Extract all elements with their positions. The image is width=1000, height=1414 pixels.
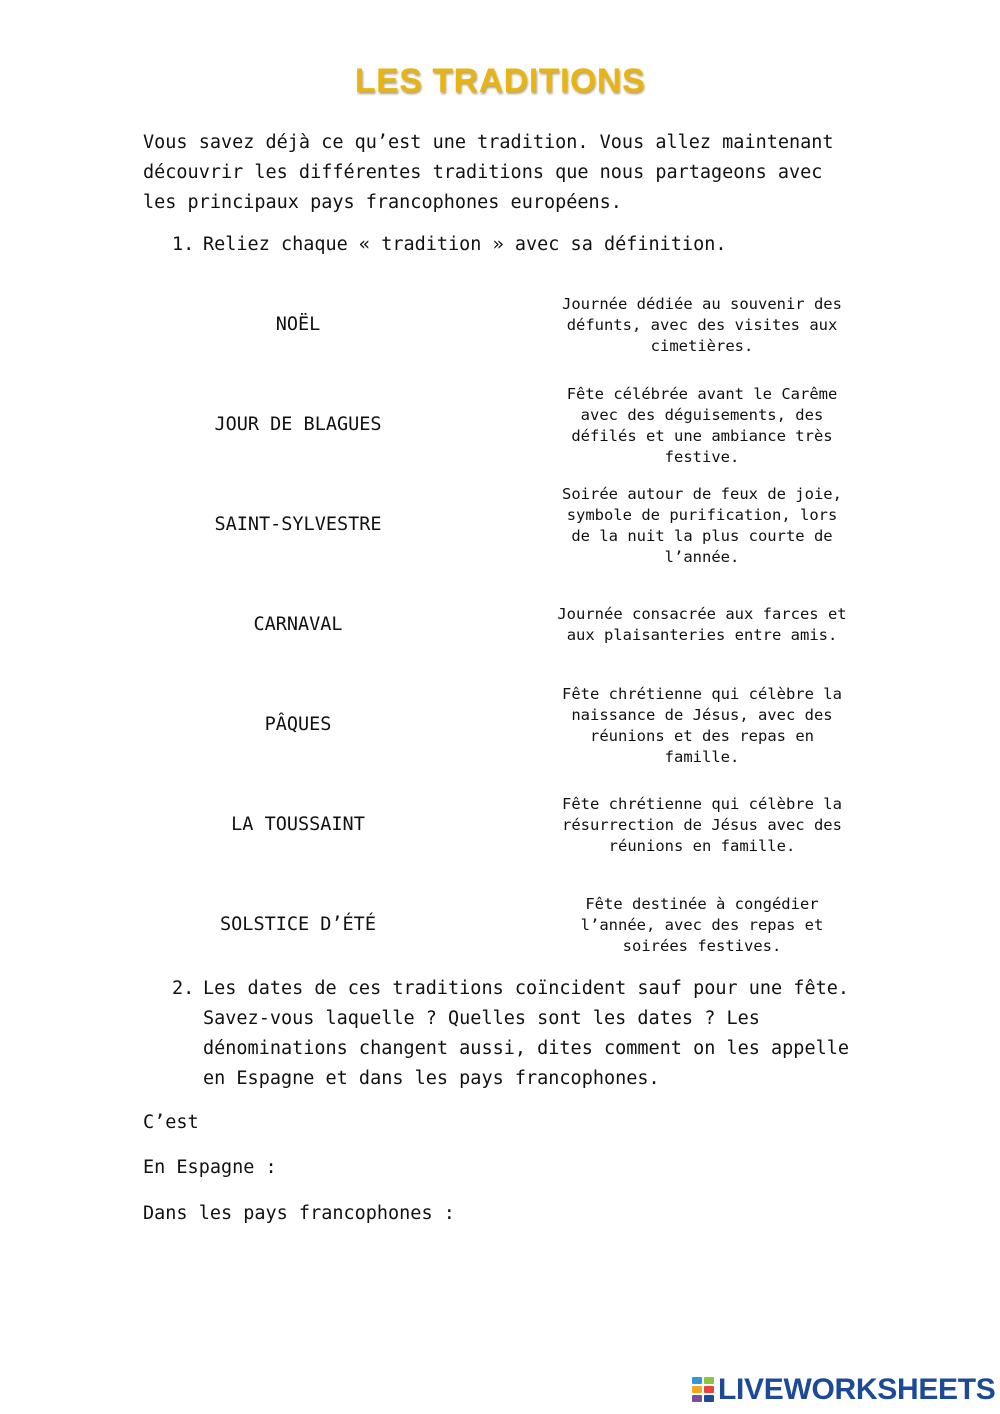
term-item[interactable]: NOËL — [275, 314, 321, 335]
term-item[interactable]: JOUR DE BLAGUES — [214, 414, 382, 435]
term-item[interactable]: LA TOUSSAINT — [231, 814, 365, 835]
answer-line-3: Dans les pays francophones : — [143, 1203, 455, 1224]
question-1 — [172, 230, 862, 260]
question-2-text: Les dates de ces traditions coïncident sauf pour une fête. Savez-vous laquelle ? Quelles sont les dates ? Les dénominations changent aussi, dites comment on les appelle en Espagne et dans les pays francophones. — [203, 978, 850, 1089]
definition-item[interactable]: Fête chrétienne qui célèbre la résurrection de Jésus avec des réunions en famille. — [562, 795, 842, 855]
liveworksheets-logo — [692, 1373, 996, 1407]
term-item[interactable]: SAINT-SYLVESTRE — [214, 514, 382, 535]
definition-item[interactable]: Fête destinée à congédier l’année, avec des repas et soirées festives. — [580, 895, 824, 955]
liveworksheets-logo-text: LIVEWORKSHEETS — [718, 1373, 996, 1406]
question-1-text: Reliez chaque « tradition » avec sa définition. — [203, 234, 727, 255]
intro-paragraph: Vous savez déjà ce qu’est une tradition. Vous allez maintenant découvrir les différentes traditions que nous partageons avec les principaux pays francophones européens. — [143, 132, 834, 213]
page-title: LES TRADITIONS — [354, 62, 646, 100]
answer-line-1: C’est — [143, 1112, 199, 1133]
definition-item[interactable]: Soirée autour de feux de joie, symbole de purification, lors de la nuit la plus courte de l’année. — [562, 485, 842, 566]
definition-item[interactable]: Journée dédiée au souvenir des défunts, avec des visites aux cimetières. — [562, 295, 842, 355]
question-2 — [172, 974, 862, 1094]
question-2-number: 2. — [172, 978, 195, 999]
definition-item[interactable]: Fête chrétienne qui célèbre la naissance de Jésus, avec des réunions et des repas en famille. — [562, 685, 842, 766]
term-item[interactable]: SOLSTICE D’ÉTÉ — [220, 914, 376, 935]
liveworksheets-logo-icon — [692, 1377, 715, 1403]
term-item[interactable]: CARNAVAL — [253, 614, 343, 635]
definition-item[interactable]: Journée consacrée aux farces et aux plaisanteries entre amis. — [557, 605, 847, 644]
question-1-number: 1. — [172, 234, 195, 255]
definition-item[interactable]: Fête célébrée avant le Carême avec des déguisements, des défilés et une ambiance très festive. — [566, 385, 838, 466]
answer-line-2: En Espagne : — [143, 1157, 277, 1178]
term-item[interactable]: PÂQUES — [264, 714, 332, 735]
